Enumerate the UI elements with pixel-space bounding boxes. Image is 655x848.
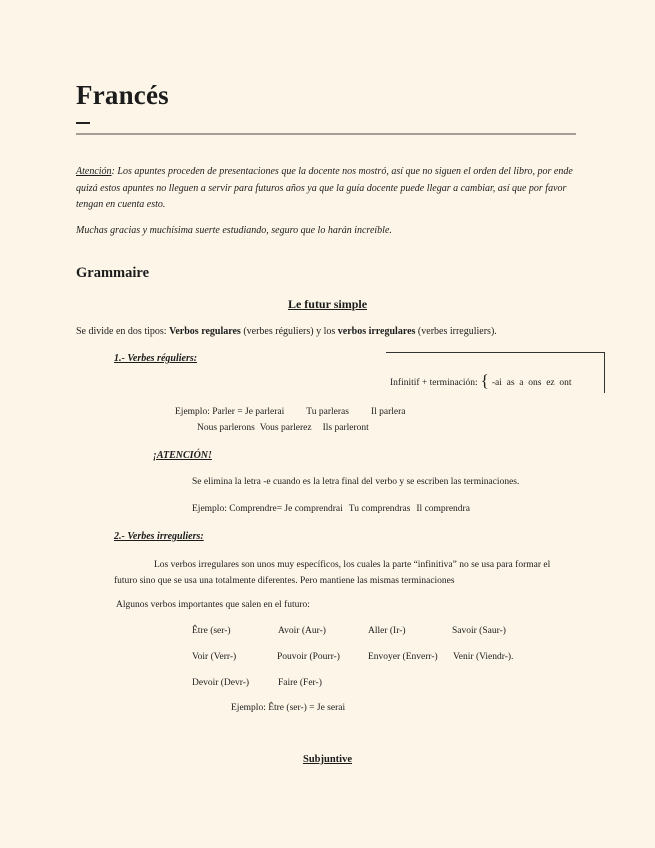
ending: ons	[528, 378, 542, 388]
page-title: Francés	[76, 80, 169, 110]
verb-item: Faire (Fer-)	[278, 678, 322, 688]
ending: ont	[559, 378, 572, 388]
verb-item: Savoir (Saur-)	[452, 626, 506, 636]
futur-intro	[76, 326, 497, 337]
conjugation: Il parlera	[370, 407, 406, 417]
conjugation: Il comprendra	[416, 504, 470, 514]
attention-heading: ¡ATENCIÓN!	[153, 450, 212, 461]
example-line-2	[197, 423, 369, 433]
intro-text: Se divide en dos tipos:	[76, 326, 170, 337]
conjugation: Ils parleront	[322, 423, 369, 433]
ending: as	[506, 378, 515, 388]
notice-paragraph	[76, 164, 576, 214]
verb-item: Envoyer (Enverr-)	[368, 652, 438, 662]
irregular-paragraph: Los verbos irregulares son unos muy específicos, los cuales la parte “infinitiva” no se usa para formar el futuro sino que se usa una totalmente diferentes. Pero mantiene las mismas terminaciones	[114, 560, 551, 586]
verb-item: Aller (Ir-)	[368, 626, 406, 636]
conjugation: Ejemplo: Comprendre= Je comprendrai	[192, 504, 343, 514]
notice-label: Atención	[76, 166, 112, 177]
conjugation: Tu parleras	[306, 407, 349, 417]
verb-item: Voir (Verr-)	[192, 652, 237, 662]
intro-text: (verbes irreguliers).	[415, 326, 497, 337]
conjugation: Nous parlerons	[197, 423, 255, 433]
formula-line	[390, 370, 572, 390]
futur-title: Le futur simple	[287, 297, 368, 311]
conjugation: Tu comprendras	[348, 504, 411, 514]
attention-example	[192, 504, 470, 514]
thanks-line: Muchas gracias y muchísima suerte estudiando, seguro que lo harán increíble.	[76, 225, 392, 236]
brace-icon: {	[480, 371, 489, 390]
section-heading: Grammaire	[76, 265, 150, 281]
example-line-1	[175, 407, 406, 417]
verb-item: Devoir (Devr-)	[192, 678, 250, 688]
notice-text: : Los apuntes proceden de presentaciones que la docente nos mostró, así que no siguen el orden del libro, por ende quizá estos apuntes no lleguen a servir para futuros años ya que la guía docente puede llegar a cambiar, así que por favor tengan en cuenta esto.	[76, 166, 573, 210]
verb-item: Être (ser-)	[192, 626, 231, 636]
example-label: Ejemplo:	[175, 407, 213, 417]
ending: -ai	[491, 378, 502, 388]
ending: ez	[546, 378, 555, 388]
conjugation: Parler = Je parlerai	[212, 407, 285, 417]
subjuntive-title: Subjuntive	[302, 754, 353, 765]
regular-heading: 1.- Verbes réguliers:	[114, 353, 198, 364]
intro-irregular-bold: verbos irregulares	[337, 326, 416, 337]
verb-item: Avoir (Aur-)	[278, 626, 326, 636]
ending: a	[519, 378, 524, 388]
title-dash	[76, 122, 90, 124]
verb-item: Venir (Viendr-).	[453, 652, 514, 662]
title-divider	[76, 133, 576, 135]
important-intro: Algunos verbos importantes que salen en el futuro:	[116, 600, 310, 610]
intro-text: (verbes réguliers) y los	[240, 326, 338, 337]
irregular-heading: 2.- Verbes irreguliers:	[114, 531, 204, 542]
verb-item: Pouvoir (Pourr-)	[277, 652, 340, 662]
conjugation: Vous parlerez	[259, 423, 312, 433]
intro-regular-bold: Verbos regulares	[169, 326, 241, 337]
formula-label: Infinitif + terminación:	[390, 378, 478, 388]
irregular-example: Ejemplo: Être (ser-) = Je serai	[231, 703, 346, 713]
attention-text: Se elimina la letra -e cuando es la letra final del verbo y se escriben las terminaciones.	[192, 477, 520, 487]
